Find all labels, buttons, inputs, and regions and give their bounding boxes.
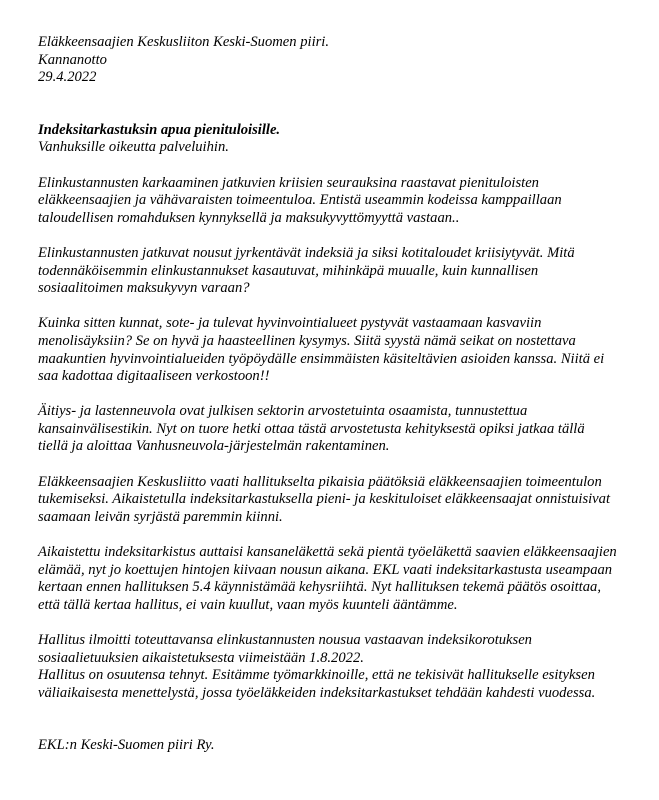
paragraph-5 bbox=[38, 474, 646, 527]
document-header bbox=[38, 34, 646, 87]
document-page bbox=[38, 34, 646, 755]
paragraph-line: Kuinka sitten kunnat, sote- ja tulevat hyvinvointialueet pystyvät vastaamaan kasvaviin bbox=[38, 315, 542, 332]
organization-name: Eläkkeensaajien Keskusliiton Keski-Suomen piiri. bbox=[38, 34, 330, 50]
paragraph-line: Äitiys- ja lastenneuvola ovat julkisen sektorin arvostetuinta osaamista, tunnustettua bbox=[38, 403, 528, 420]
statement-title: Indeksitarkastuksin apua pienituloisille. bbox=[38, 121, 281, 138]
paragraph-line: todennäköisemmin elinkustannukset kasautuvat, mihinkäpä muualle, kuin kunnallisen bbox=[38, 262, 539, 279]
paragraph-line: elämää, nyt jo koettujen hintojen kiivaan nousun aikana. EKL vaati indeksitarkastusta useampaan bbox=[38, 561, 613, 578]
paragraph-line: Hallitus ilmoitti toteuttavansa elinkustannusten nousua vastaavan indeksikorotuksen bbox=[38, 632, 532, 648]
paragraph-line: kansainvälisestikin. Nyt on tuore hetki ottaa tästä arvostetusta kehityksestä opiksi jatkaa tällä bbox=[38, 420, 585, 437]
paragraph-4 bbox=[38, 403, 646, 456]
statement-subtitle: Vanhuksille oikeutta palveluihin. bbox=[38, 139, 229, 156]
paragraph-7 bbox=[38, 632, 646, 702]
paragraph-line: Eläkkeensaajien Keskusliitto vaati hallitukselta pikaisia päätöksiä eläkkeensaajien toimeentulon bbox=[38, 473, 602, 490]
paragraph-line: Elinkustannusten jatkuvat nousut jyrkentävät indeksiä ja siksi kotitaloudet kriisiytyvät. Mitä bbox=[38, 244, 575, 261]
document-date: 29.4.2022 bbox=[38, 69, 97, 86]
paragraph-3 bbox=[38, 315, 646, 385]
paragraph-line: menolisäyksiin? Se on hyvä ja haasteellinen kysymys. Siitä syystä nämä seikat on nostettava bbox=[38, 332, 576, 349]
paragraph-line: Hallitus on osuutensa tehnyt. Esitämme työmarkkinoille, että ne tekisivät hallitukselle esityksen bbox=[38, 667, 595, 684]
paragraph-line: sosiaalietuuksien aikaistetuksesta viimeistään 1.8.2022. bbox=[38, 649, 364, 666]
paragraph-2 bbox=[38, 245, 646, 298]
paragraph-line: Aikaistettu indeksitarkistus auttaisi kansaneläkettä sekä pientä työeläkettä saavien eläkkeensaajien bbox=[38, 544, 617, 561]
paragraph-line: taloudellisen romahduksen kynnyksellä ja maksukyvyttömyyttä vastaan.. bbox=[38, 209, 460, 226]
paragraph-line: väliaikaisesta menettelystä, jossa työeläkkeiden indeksitarkastukset tehdään kahdesti vuodessa. bbox=[38, 684, 596, 701]
paragraph-1 bbox=[38, 175, 646, 228]
paragraph-line: saa kadottaa digitaaliseen verkostoon!! bbox=[38, 368, 270, 385]
paragraph-line: että tällä kertaa hallitus, ei vain kuullut, vaan myös kuunteli ääntämme. bbox=[38, 596, 458, 613]
document-type: Kannanotto bbox=[38, 51, 107, 68]
signature: EKL:n Keski-Suomen piiri Ry. bbox=[38, 737, 215, 754]
paragraph-line: Elinkustannusten karkaaminen jatkuvien kriisien seurauksina raastavat pienituloisten bbox=[38, 174, 539, 191]
paragraph-line: saamaan leivän syrjästä paremmin kiinni. bbox=[38, 508, 283, 525]
paragraph-line: eläkkeensaajien ja vähävaraisten toimeentuloa. Entistä useammin kodeissa kamppaillaan bbox=[38, 192, 562, 209]
paragraph-line: tiellä ja aloittaa Vanhusneuvola-järjestelmän rakentaminen. bbox=[38, 438, 390, 455]
paragraph-line: sosiaalitoimen maksukyvyn varaan? bbox=[38, 280, 250, 297]
paragraph-line: tukemiseksi. Aikaistetulla indeksitarkastuksella pieni- ja keskituloiset eläkkeensaajat onnistuisivat bbox=[38, 491, 611, 508]
paragraph-line: maakuntien hyvinvointialueiden työpöydälle ensimmäisten käsiteltävien asioiden kanssa. Niitä ei bbox=[38, 350, 605, 367]
paragraph-6 bbox=[38, 544, 646, 614]
paragraph-line: kertaan ennen hallituksen 5.4 käynnistämää kehysriihtä. Nyt hallituksen tekemä päätös osoittaa, bbox=[38, 579, 601, 596]
headline-block bbox=[38, 122, 646, 157]
